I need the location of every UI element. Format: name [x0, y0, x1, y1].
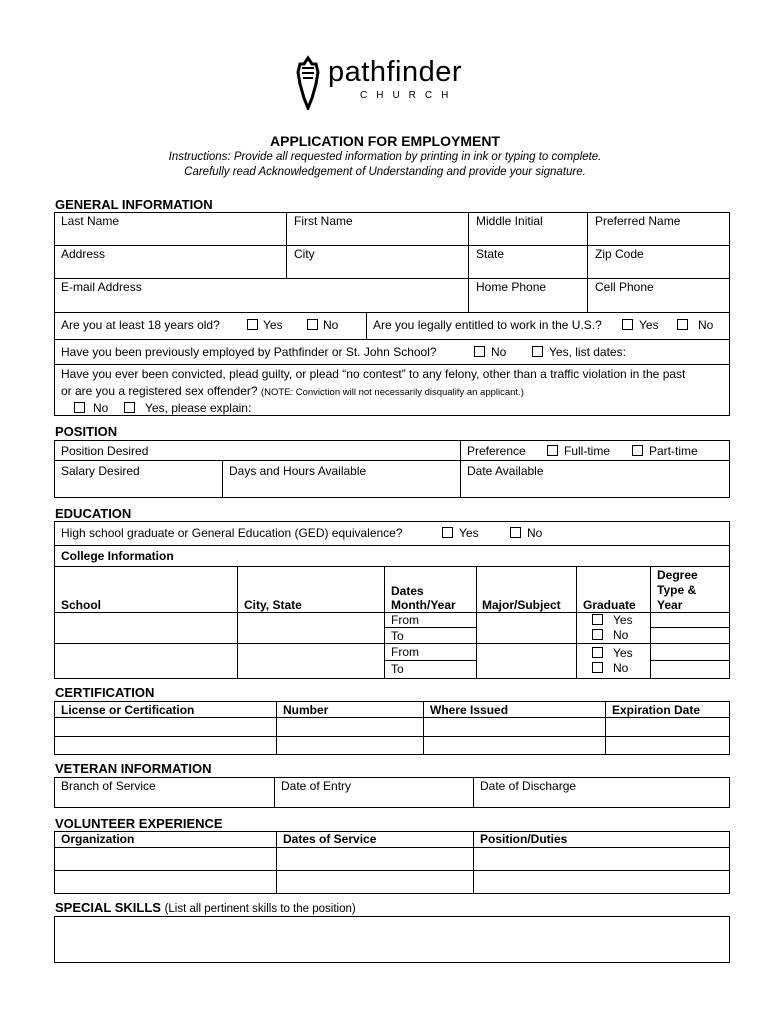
logo-subtitle: CHURCH	[360, 90, 458, 101]
position-heading: POSITION	[55, 424, 118, 439]
conviction-no-checkbox[interactable]	[74, 402, 85, 413]
conviction-question-line-2: or are you a registered sex offender? (NOTE: Conviction will not necessarily disqualify an applicant.)	[61, 384, 524, 398]
previous-employment-question: Have you been previously employed by Pathfinder or St. John School?	[61, 345, 437, 359]
prev-no-checkbox[interactable]	[474, 346, 485, 357]
church-logo	[288, 54, 478, 114]
education-heading: EDUCATION	[55, 506, 132, 521]
volunteer-heading: VOLUNTEER EXPERIENCE	[55, 816, 223, 831]
legal-no-label: No	[698, 318, 714, 332]
form-title: APPLICATION FOR EMPLOYMENT	[270, 133, 500, 149]
home-phone-field[interactable]: Home Phone	[476, 280, 547, 294]
legal-no-checkbox[interactable]	[677, 319, 688, 330]
legal-question: Are you legally entitled to work in the U.S.?	[373, 318, 602, 332]
conviction-no-label: No	[93, 401, 109, 415]
date-available-field[interactable]: Date Available	[467, 464, 544, 478]
age-no-checkbox[interactable]	[307, 319, 318, 330]
grad-no-label-1: No	[613, 628, 629, 642]
full-time-label: Full-time	[564, 444, 611, 458]
number-header: Number	[283, 703, 329, 717]
where-issued-header: Where Issued	[430, 703, 509, 717]
age-yes-label: Yes	[263, 318, 283, 332]
instructions-line-1: Instructions: Provide all requested information by printing in ink or typing to complete.	[168, 151, 602, 163]
branch-of-service-field[interactable]: Branch of Service	[61, 779, 156, 793]
legal-yes-label: Yes	[639, 318, 659, 332]
conviction-yes-checkbox[interactable]	[124, 402, 135, 413]
hs-yes-label: Yes	[459, 526, 479, 540]
days-hours-field[interactable]: Days and Hours Available	[229, 464, 367, 478]
graduate-header: Graduate	[583, 598, 636, 612]
full-time-checkbox[interactable]	[547, 445, 558, 456]
position-box	[54, 440, 730, 498]
from-label-2: From	[391, 645, 419, 659]
organization-header: Organization	[61, 832, 135, 846]
veteran-heading: VETERAN INFORMATION	[55, 761, 212, 776]
from-label-1: From	[391, 613, 419, 627]
position-desired-field[interactable]: Position Desired	[61, 444, 149, 458]
last-name-field[interactable]: Last Name	[61, 214, 120, 228]
grad-yes-label-1: Yes	[613, 613, 633, 627]
hs-no-label: No	[527, 526, 543, 540]
instructions-line-2: Carefully read Acknowledgement of Understanding and provide your signature.	[184, 166, 586, 178]
city-state-header: City, State	[244, 598, 302, 612]
state-field[interactable]: State	[476, 247, 505, 261]
salary-desired-field[interactable]: Salary Desired	[61, 464, 140, 478]
to-label-1: To	[391, 629, 404, 643]
preference-label: Preference	[467, 444, 526, 458]
zip-code-field[interactable]: Zip Code	[595, 247, 644, 261]
position-duties-header: Position/Duties	[480, 832, 568, 846]
high-school-question: High school graduate or General Education (GED) equivalence?	[61, 526, 403, 540]
degree-header: Degree	[657, 568, 698, 582]
grad-yes-label-2: Yes	[613, 646, 633, 660]
grad-yes-checkbox-1[interactable]	[592, 614, 603, 625]
prev-no-label: No	[491, 345, 507, 359]
hs-no-checkbox[interactable]	[510, 527, 521, 538]
city-field[interactable]: City	[294, 247, 315, 261]
part-time-checkbox[interactable]	[632, 445, 643, 456]
preferred-name-field[interactable]: Preferred Name	[595, 214, 681, 228]
special-skills-field[interactable]	[54, 916, 730, 963]
prev-yes-label: Yes, list dates:	[549, 345, 626, 359]
hs-yes-checkbox[interactable]	[442, 527, 453, 538]
grad-no-checkbox-2[interactable]	[592, 662, 603, 673]
college-info-label: College Information	[61, 549, 174, 563]
grad-no-checkbox-1[interactable]	[592, 629, 603, 640]
month-year-header: Month/Year	[391, 598, 456, 612]
general-info-heading: GENERAL INFORMATION	[55, 197, 213, 212]
conviction-yes-label: Yes, please explain:	[145, 401, 252, 415]
middle-initial-field[interactable]: Middle Initial	[476, 214, 543, 228]
conviction-note: (NOTE: Conviction will not necessarily disqualify an applicant.)	[260, 387, 524, 398]
major-subject-header: Major/Subject	[482, 598, 561, 612]
cell-phone-field[interactable]: Cell Phone	[595, 280, 654, 294]
date-of-discharge-field[interactable]: Date of Discharge	[480, 779, 577, 793]
email-field[interactable]: E-mail Address	[61, 280, 142, 294]
prev-yes-checkbox[interactable]	[532, 346, 543, 357]
age-yes-checkbox[interactable]	[247, 319, 258, 330]
compass-logo-icon	[288, 54, 328, 110]
age-question: Are you at least 18 years old?	[61, 318, 220, 332]
legal-yes-checkbox[interactable]	[622, 319, 633, 330]
special-skills-heading: SPECIAL SKILLS (List all pertinent skills to the position)	[55, 900, 356, 915]
license-header: License or Certification	[61, 703, 195, 717]
degree-type-header: Type &	[657, 583, 697, 597]
expiration-date-header: Expiration Date	[612, 703, 701, 717]
logo-wordmark: pathfinder	[328, 56, 462, 88]
grad-yes-checkbox-2[interactable]	[592, 647, 603, 658]
volunteer-table	[54, 831, 730, 894]
dates-of-service-header: Dates of Service	[283, 832, 377, 846]
age-no-label: No	[323, 318, 339, 332]
special-skills-note: (List all pertinent skills to the position)	[164, 903, 356, 915]
address-field[interactable]: Address	[61, 247, 106, 261]
certification-heading: CERTIFICATION	[55, 685, 155, 700]
degree-year-header: Year	[657, 598, 683, 612]
date-of-entry-field[interactable]: Date of Entry	[281, 779, 352, 793]
grad-no-label-2: No	[613, 661, 629, 675]
school-header: School	[61, 598, 102, 612]
part-time-label: Part-time	[649, 444, 698, 458]
dates-header: Dates	[391, 584, 424, 598]
first-name-field[interactable]: First Name	[294, 214, 353, 228]
conviction-question-line-1: Have you ever been convicted, plead guilty, or plead “no contest” to any felony, other than a traffic violation in the past	[61, 367, 686, 381]
to-label-2: To	[391, 662, 404, 676]
